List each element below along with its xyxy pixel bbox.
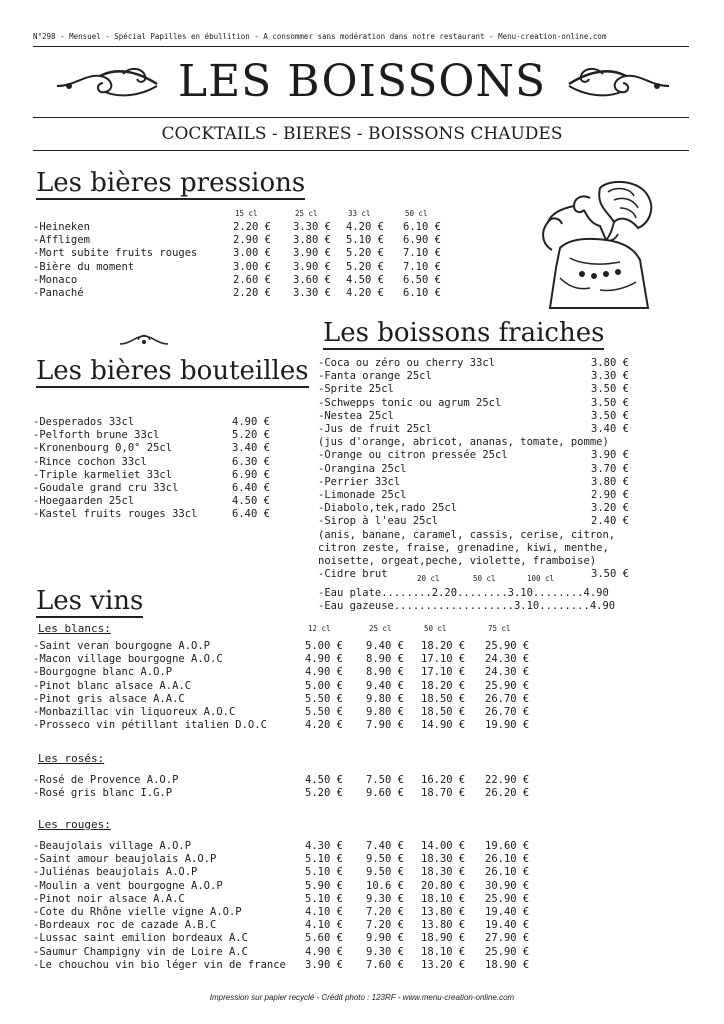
wine-price: 5.10 €: [305, 866, 343, 879]
wine-name: -Lussac saint emilion bordeaux A.C: [33, 932, 248, 945]
drink-price: 3.50 €: [591, 396, 629, 409]
drink-name: -Sirop à l'eau 25cl: [318, 515, 439, 528]
drink-name: -Mort subite fruits rouges: [33, 247, 198, 260]
wine-price: 5.00 €: [305, 640, 343, 652]
woman-illustration: [530, 178, 660, 310]
wine-name: -Pinot noir alsace A.A.C: [33, 892, 185, 905]
drink-price: 5.20 €: [346, 260, 384, 273]
wine-price: 7.20 €: [366, 919, 404, 932]
drink-price: 4.90 €: [232, 416, 270, 428]
wine-price: 9.80 €: [366, 692, 404, 705]
wine-price: 13.80 €: [421, 919, 466, 932]
drink-name: -Rince cochon 33cl: [33, 455, 147, 468]
wine-price: 7.40 €: [366, 840, 404, 852]
column-header: 50 cl: [473, 574, 496, 583]
wine-price: 5.00 €: [305, 679, 343, 692]
drink-price: 3.80 €: [591, 357, 629, 369]
wine-price: 25.90 €: [485, 640, 530, 652]
wine-name: -Beaujolais village A.O.P: [33, 840, 192, 852]
wine-name: -Monbazillac vin liquoreux A.O.C: [33, 706, 236, 718]
drink-price: 3.60 €: [293, 273, 331, 286]
drink-price: 3.70 €: [591, 462, 629, 475]
wine-price: 3.90 €: [305, 958, 343, 971]
title-divider-top: [33, 117, 689, 118]
drink-price: 2.60 €: [233, 273, 271, 286]
drink-name: -Kronenbourg 0,0° 25cl: [33, 442, 173, 455]
drink-price: 2.20 €: [233, 287, 271, 299]
wine-price: 26.70 €: [485, 692, 530, 705]
wine-name: -Pinot blanc alsace A.A.C: [33, 679, 192, 692]
wine-price: 7.20 €: [366, 906, 404, 918]
wine-price: 24.30 €: [485, 666, 530, 679]
wine-price: 18.50 €: [421, 706, 466, 718]
wine-price: 9.40 €: [366, 640, 404, 652]
wine-price: 18.30 €: [421, 866, 466, 879]
wine-price: 5.60 €: [305, 932, 343, 945]
column-header: 100 cl: [527, 574, 555, 583]
wine-price: 9.50 €: [366, 866, 404, 879]
wine-price: 5.10 €: [305, 892, 343, 905]
drink-price: 6.90 €: [232, 468, 270, 481]
drink-name: -Nestea 25cl: [318, 409, 394, 422]
drink-name: -Panaché: [33, 287, 84, 299]
drink-price: 6.10 €: [403, 287, 441, 299]
drink-name: -Limonade 25cl: [318, 489, 407, 501]
wine-price: 9.90 €: [366, 932, 404, 945]
wine-price: 9.60 €: [366, 787, 404, 800]
wine-price: 17.10 €: [421, 666, 466, 679]
wine-price: 20.80 €: [421, 879, 466, 892]
wine-price: 5.50 €: [305, 692, 343, 705]
wine-price: 13.80 €: [421, 906, 466, 918]
drink-price: 3.50 €: [591, 409, 629, 422]
wine-price: 25.90 €: [485, 679, 530, 692]
page-subtitle: COCKTAILS - BIERES - BOISSONS CHAUDES: [161, 124, 563, 144]
wine-name: -Rosé de Provence A.O.P: [33, 774, 179, 786]
column-header: 50 cl: [424, 624, 447, 633]
drink-name: citron zeste, fraise, grenadine, kiwi, menthe,: [318, 541, 609, 554]
drink-price: 3.80 €: [591, 475, 629, 488]
wine-name: -Bordeaux roc de cazade A.B.C: [33, 919, 217, 932]
small-flourish-ornament: [118, 332, 170, 348]
wine-name: -Pinot gris alsace A.A.C: [33, 692, 185, 705]
wine-price: 19.40 €: [485, 919, 530, 932]
wine-price: 16.20 €: [421, 774, 466, 786]
drink-price: 6.40 €: [232, 482, 270, 494]
header-topline: N°298 - Mensuel - Spécial Papilles en ébullition - A consommer sans modération dans notre restaurant - Menu-creation-online.com: [33, 32, 607, 41]
wine-price: 18.90 €: [421, 932, 466, 945]
drink-name: -Orangina 25cl: [318, 462, 407, 475]
wine-price: 19.90 €: [485, 719, 530, 732]
column-header: 25 cl: [295, 209, 318, 218]
wine-price: 4.20 €: [305, 719, 343, 732]
wine-price: 7.50 €: [366, 774, 404, 786]
drink-name: -Schwepps tonic ou agrum 25cl: [318, 396, 502, 409]
wine-price: 18.70 €: [421, 787, 466, 800]
wine-name: -Macon village bourgogne A.O.C: [33, 653, 223, 666]
drink-price: 6.90 €: [403, 234, 441, 247]
wine-price: 26.10 €: [485, 866, 530, 879]
wine-price: 4.10 €: [305, 919, 343, 932]
column-header: 75 cl: [488, 624, 511, 633]
wine-price: 10.6 €: [366, 879, 404, 892]
drink-price: 5.20 €: [232, 429, 270, 442]
wine-price: 19.40 €: [485, 906, 530, 918]
drink-price: 3.50 €: [591, 568, 629, 581]
drink-name: -Bière du moment: [33, 260, 135, 273]
wine-price: 9.30 €: [366, 892, 404, 905]
wine-price: 4.90 €: [305, 653, 343, 666]
drink-price: 2.40 €: [591, 515, 629, 528]
drink-price: 4.50 €: [346, 273, 384, 286]
drink-price: 4.20 €: [346, 221, 384, 233]
wine-price: 13.20 €: [421, 958, 466, 971]
wine-price: 18.50 €: [421, 692, 466, 705]
wine-name: -Cote du Rhône vielle vigne A.O.P: [33, 906, 242, 918]
wine-price: 4.50 €: [305, 774, 343, 786]
wine-price: 18.10 €: [421, 892, 466, 905]
wine-name: -Prosseco vin pétillant italien D.O.C: [33, 719, 267, 732]
wine-name: -Le chouchou vin bio léger vin de france: [33, 958, 286, 971]
wine-price: 7.60 €: [366, 958, 404, 971]
wine-price: 18.10 €: [421, 945, 466, 958]
drink-price: 3.20 €: [591, 502, 629, 515]
wine-name: -Juliénas beaujolais A.O.P: [33, 866, 198, 879]
column-header: 20 cl: [417, 574, 440, 583]
wine-price: 7.90 €: [366, 719, 404, 732]
wine-price: 18.90 €: [485, 958, 530, 971]
drink-name: -Sprite 25cl: [318, 383, 394, 396]
drink-price: 3.40 €: [232, 442, 270, 455]
column-header: 25 cl: [369, 624, 392, 633]
wine-group-label: Les rosés:: [38, 752, 105, 765]
wine-price: 26.20 €: [485, 787, 530, 800]
drink-price: 3.00 €: [233, 260, 271, 273]
wine-price: 22.90 €: [485, 774, 530, 786]
wine-price: 9.30 €: [366, 945, 404, 958]
wine-price: 18.20 €: [421, 640, 466, 652]
wine-name: -Moulin a vent bourgogne A.O.P: [33, 879, 223, 892]
drink-price: 2.90 €: [591, 489, 629, 501]
drink-price: 3.30 €: [591, 370, 629, 383]
wine-price: 26.10 €: [485, 853, 530, 866]
eau-row: -Eau gazeuse...................3.10........4.90: [318, 600, 616, 613]
footer-note: Impression sur papier recyclé - Crédit photo : 123RF - www.menu-creation-online.com: [209, 993, 515, 1002]
wine-price: 9.80 €: [366, 706, 404, 718]
wine-price: 26.70 €: [485, 706, 530, 718]
wine-price: 19.60 €: [485, 840, 530, 852]
wine-price: 18.20 €: [421, 679, 466, 692]
drink-name: -Orange ou citron pressée 25cl: [318, 449, 508, 462]
drink-price: 5.10 €: [346, 234, 384, 247]
section-title-bieres-pression: Les bières pressions: [36, 168, 306, 198]
drink-price: 3.30 €: [293, 287, 331, 299]
column-header: 50 cl: [405, 209, 428, 218]
wine-group-label: Les rouges:: [38, 818, 111, 831]
drink-price: 3.80 €: [293, 234, 331, 247]
drink-name: -Cidre brut: [318, 568, 388, 581]
column-header: 12 cl: [308, 624, 331, 633]
page-title: LES BOISSONS: [177, 56, 547, 107]
drink-name: -Goudale grand cru 33cl: [33, 482, 179, 494]
drink-name: -Desperados 33cl: [33, 416, 135, 428]
wine-price: 4.10 €: [305, 906, 343, 918]
drink-price: 3.50 €: [591, 383, 629, 396]
drink-name: -Monaco: [33, 273, 78, 286]
wine-price: 5.20 €: [305, 787, 343, 800]
drink-price: 6.30 €: [232, 455, 270, 468]
wine-price: 14.90 €: [421, 719, 466, 732]
wine-name: -Bourgogne blanc A.O.P: [33, 666, 173, 679]
wine-price: 4.90 €: [305, 666, 343, 679]
drink-price: 4.50 €: [232, 495, 270, 508]
drink-price: 2.90 €: [233, 234, 271, 247]
column-header: 15 cl: [235, 209, 258, 218]
drink-price: 6.50 €: [403, 273, 441, 286]
drink-price: 2.20 €: [233, 221, 271, 233]
wine-price: 5.10 €: [305, 853, 343, 866]
drink-price: 7.10 €: [403, 247, 441, 260]
drink-price: 3.40 €: [591, 423, 629, 435]
drink-price: 3.90 €: [293, 247, 331, 260]
drink-price: 5.20 €: [346, 247, 384, 260]
wine-price: 30.90 €: [485, 879, 530, 892]
drink-price: 6.10 €: [403, 221, 441, 233]
drink-name: (jus d'orange, abricot, ananas, tomate, pomme): [318, 436, 609, 449]
drink-price: 3.30 €: [293, 221, 331, 233]
section-title-bieres-bouteilles: Les bières bouteilles: [36, 356, 309, 386]
wine-price: 25.90 €: [485, 945, 530, 958]
wine-price: 9.50 €: [366, 853, 404, 866]
drink-name: (anis, banane, caramel, cassis, cerise, citron,: [318, 528, 616, 541]
wine-price: 14.00 €: [421, 840, 466, 852]
drink-name: -Perrier 33cl: [318, 475, 401, 488]
wine-price: 5.50 €: [305, 706, 343, 718]
drink-name: -Heineken: [33, 221, 90, 233]
wine-price: 8.90 €: [366, 653, 404, 666]
wine-price: 17.10 €: [421, 653, 466, 666]
drink-price: 3.90 €: [293, 260, 331, 273]
drink-price: 3.00 €: [233, 247, 271, 260]
wine-name: -Rosé gris blanc I.G.P: [33, 787, 173, 800]
column-header: 33 cl: [348, 209, 371, 218]
drink-price: 7.10 €: [403, 260, 441, 273]
title-divider-bottom: [33, 150, 689, 151]
drink-name: -Fanta orange 25cl: [318, 370, 432, 383]
drink-name: -Coca ou zéro ou cherry 33cl: [318, 357, 496, 369]
eau-row: -Eau plate........2.20........3.10........4.90: [318, 587, 609, 599]
drink-name: -Pelforth brune 33cl: [33, 429, 160, 442]
drink-name: -Triple karmeliet 33cl: [33, 468, 173, 481]
drink-name: -Diabolo,tek,rado 25cl: [318, 502, 458, 515]
drink-name: noisette, orgeat,peche, violette, framboise): [318, 555, 597, 567]
drink-name: -Kastel fruits rouges 33cl: [33, 508, 198, 521]
section-title-boissons-fraiches: Les boissons fraiches: [323, 318, 605, 348]
wine-price: 18.30 €: [421, 853, 466, 866]
wine-name: -Saint veran bourgogne A.O.P: [33, 640, 211, 652]
section-title-vins: Les vins: [36, 586, 144, 616]
wine-name: -Saumur Champigny vin de Loire A.C: [33, 945, 248, 958]
drink-name: -Jus de fruit 25cl: [318, 423, 432, 435]
drink-price: 3.90 €: [591, 449, 629, 462]
wine-price: 27.90 €: [485, 932, 530, 945]
wine-price: 8.90 €: [366, 666, 404, 679]
top-divider: [33, 46, 689, 47]
wine-price: 4.30 €: [305, 840, 343, 852]
wine-price: 9.40 €: [366, 679, 404, 692]
wine-price: 24.30 €: [485, 653, 530, 666]
drink-name: -Affligem: [33, 234, 90, 247]
drink-price: 6.40 €: [232, 508, 270, 521]
wine-price: 4.90 €: [305, 945, 343, 958]
wine-price: 5.90 €: [305, 879, 343, 892]
drink-name: -Hoegaarden 25cl: [33, 495, 135, 508]
wine-price: 25.90 €: [485, 892, 530, 905]
wine-group-label: Les blancs:: [38, 622, 111, 635]
drink-price: 4.20 €: [346, 287, 384, 299]
wine-name: -Saint amour beaujolais A.O.P: [33, 853, 217, 866]
